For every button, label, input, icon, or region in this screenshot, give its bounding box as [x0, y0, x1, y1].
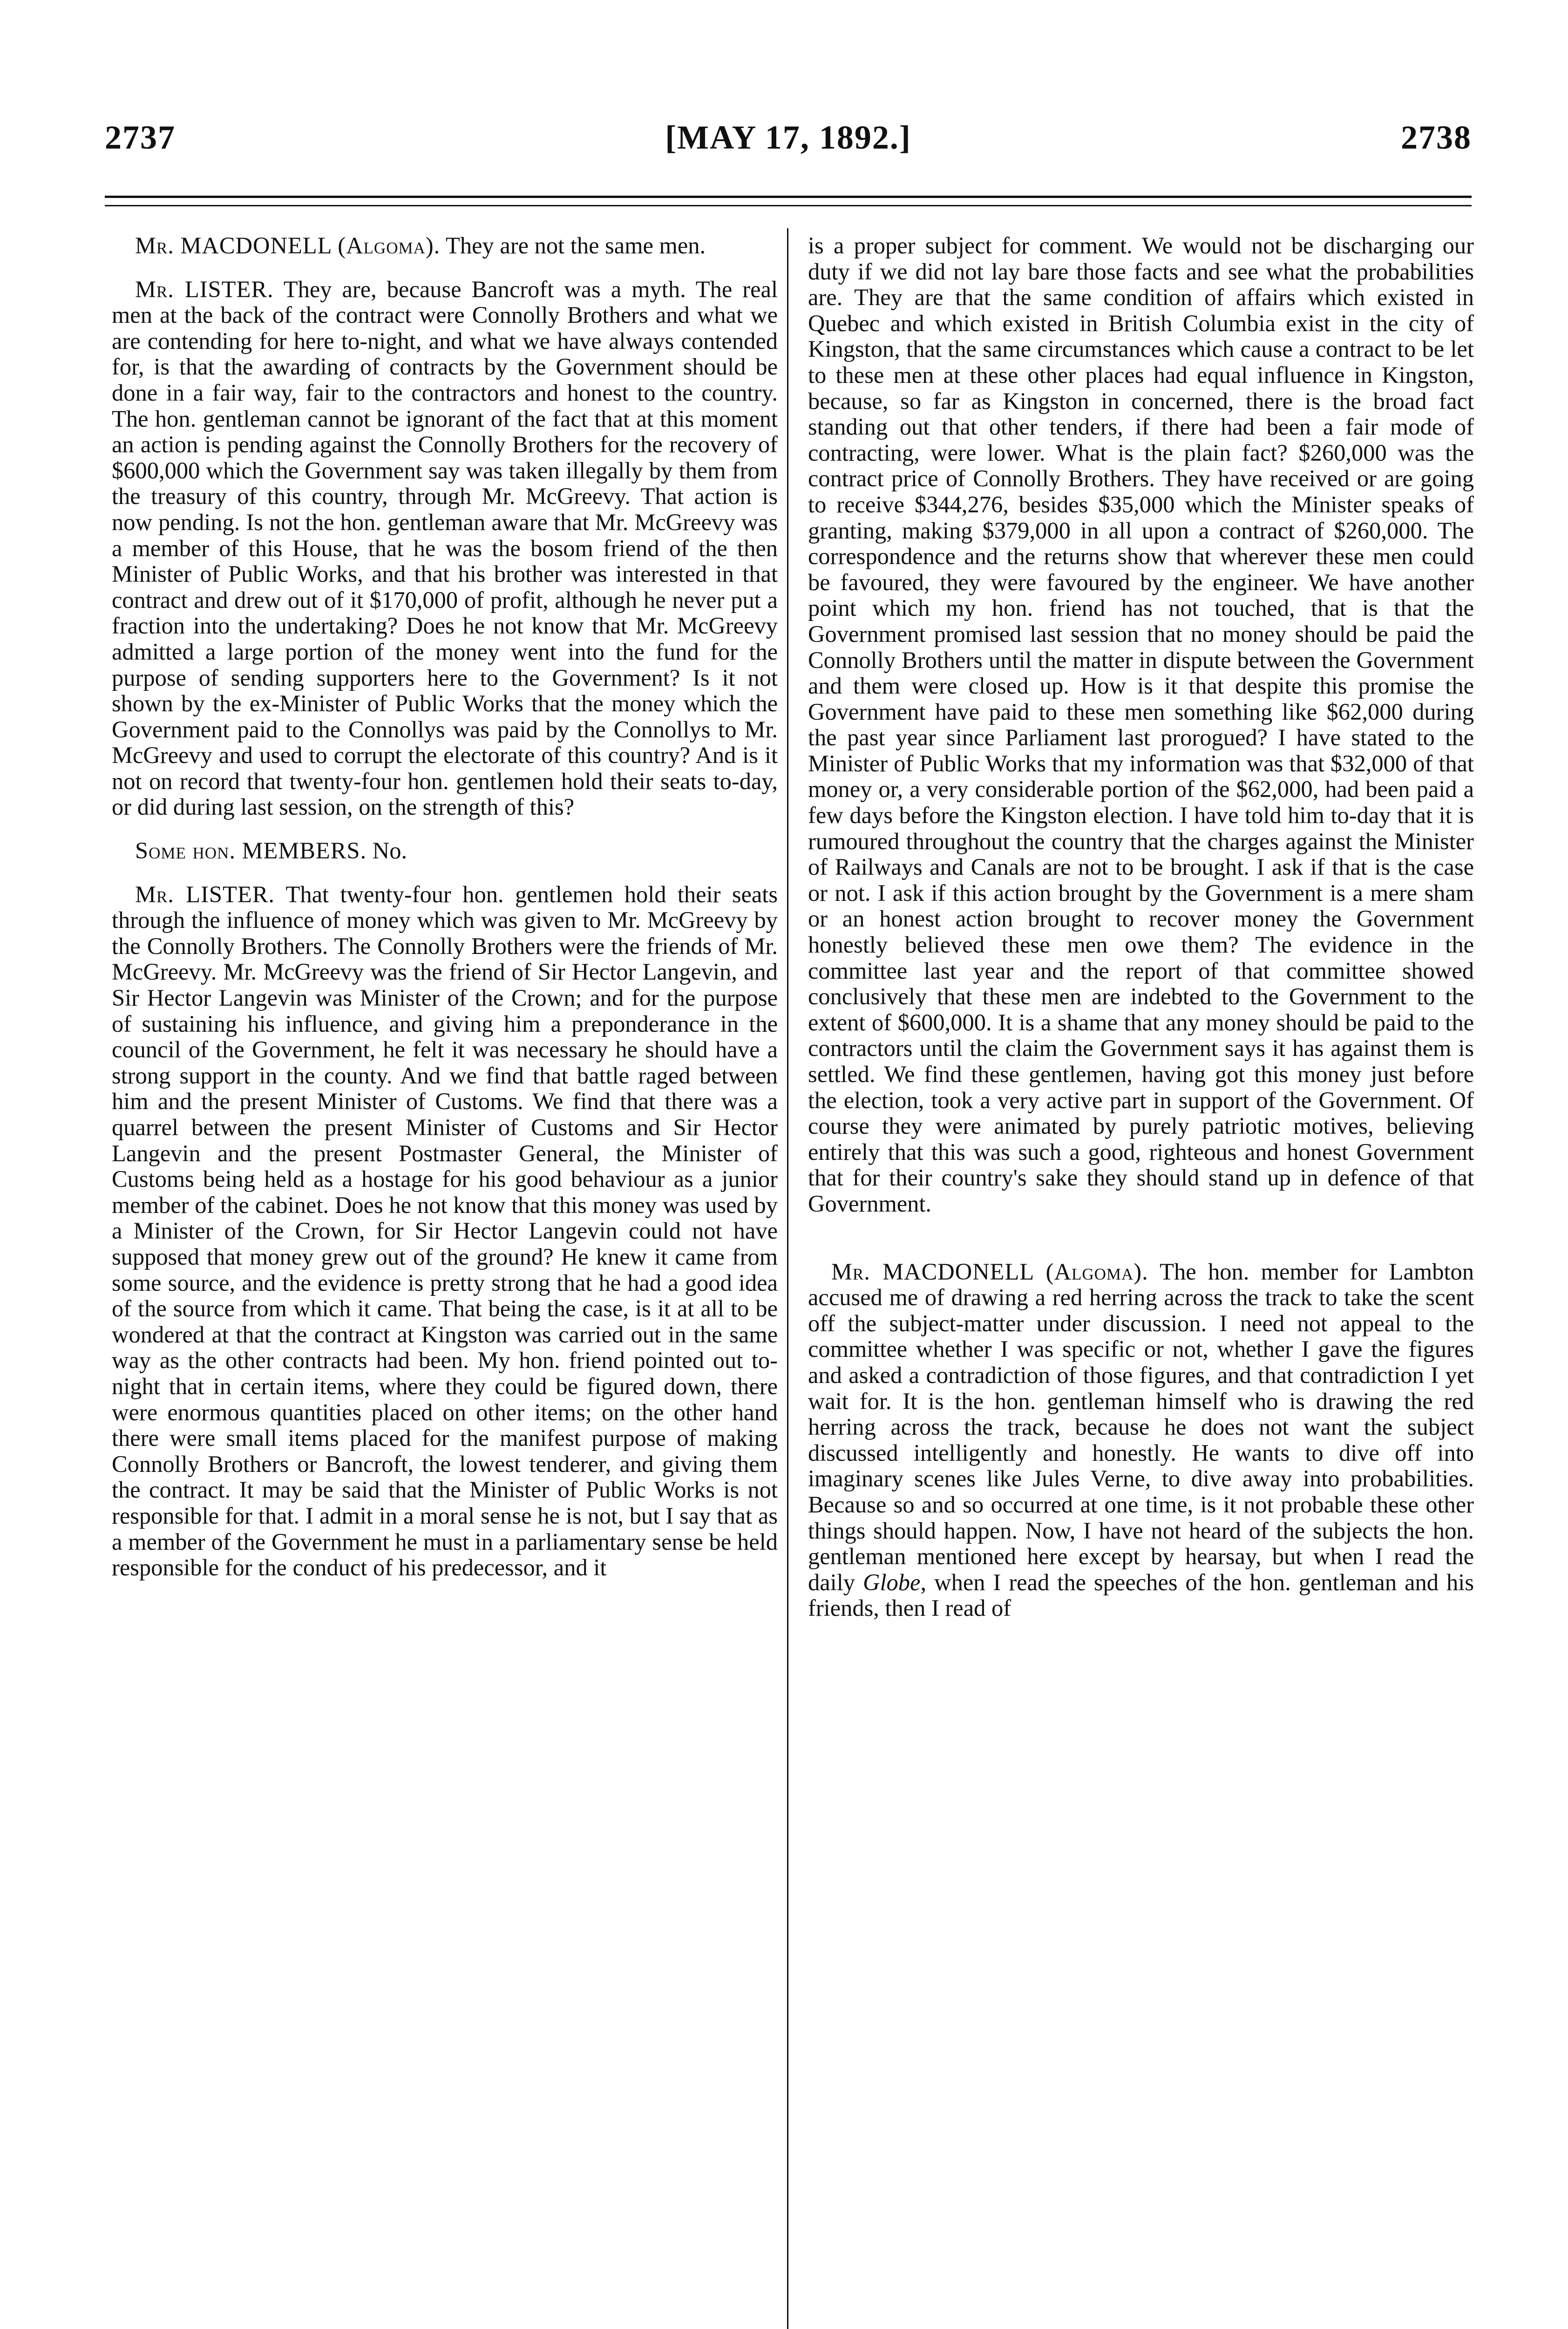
speech-text: No.	[367, 838, 407, 864]
speaker-name: Mr. MACDONELL (Algoma).	[135, 232, 441, 259]
paragraph	[112, 882, 778, 1581]
header-rule-thin	[105, 205, 1472, 206]
left-page-number: 2737	[105, 119, 176, 156]
paragraph	[112, 233, 778, 259]
speaker-name: Some hon. MEMBERS.	[135, 838, 367, 864]
newspaper-title: Globe	[863, 1569, 921, 1595]
speech-text: They are not the same men.	[440, 232, 706, 259]
speaker-name: Mr. LISTER.	[135, 881, 275, 907]
paragraph	[112, 277, 778, 820]
speaker-name: Mr. MACDONELL (Algoma).	[831, 1258, 1148, 1285]
paragraph	[808, 233, 1474, 1217]
paragraph	[808, 1259, 1474, 1621]
right-page-number: 2738	[1401, 119, 1472, 156]
right-column	[808, 233, 1474, 1621]
speech-text-tail: , when I read the speeches of the hon. gentleman and his friends, then I read of	[808, 1569, 1474, 1621]
speech-text: The hon. member for Lambton accused me of drawing a red herring across the track to take the scent off the subject-matter under discussion. I need not appeal to the committee whether I was specific or not, whether I gave the figures and asked a contradiction of those figures, and that contradiction I yet wait for. It is the hon. gentleman himself who is drawing the red herring across the track, because he does not want the subject discussed intelligently and honestly. He wants to dive off into imaginary scenes like Jules Verne, to dive away into probabilities. Because so and so occurred at one time, is it not probable these other things should happen. Now, I have not heard of the subjects the hon. gentleman mentioned here except by hearsay, but when I read the daily	[808, 1258, 1474, 1595]
speech-text: is a proper subject for comment. We would not be discharging our duty if we did not lay bare those facts and see what the probabilities are. They are that the same condition of affairs which existed in Quebec and which existed in British Columbia exist in the city of Kingston, that the same circumstances which cause a contract to be let to these men at these other places had equal influence in Kingston, because, so far as Kingston in concerned, there is the broad fact standing out that other tenders, if there had been a fair mode of contracting, were lower. What is the plain fact? $260,000 was the contract price of Connolly Brothers. They have received or are going to receive $344,276, besides $35,000 which the Minister speaks of granting, making $379,000 in all upon a contract of $260,000. The correspondence and the returns show that wherever these men could be favoured, they were favoured by the engineer. We have another point which my hon. friend has not touched, that is that the Government promised last session that no money should be paid the Connolly Brothers until the matter in dispute between the Government and them were closed up. How is it that despite this promise the Government have paid to these men something like $62,000 during the past year since Parliament last prorogued? I have stated to the Minister of Public Works that my information was that $32,000 of that money or, a very considerable portion of the $62,000, had been paid a few days before the Kingston election. I have told him to-day that it is rumoured throughout the country that the charges against the Minister of Railways and Canals are not to be brought. I ask if that is the case or not. I ask if this action brought by the Government is a mere sham or an honest action brought to recover money the Government honestly believed these men owe them? The evidence in the committee last year and the report of that committee showed conclusively that these men are indebted to the Government to the extent of $600,000. It is a shame that any money should be paid to the contractors until the claim the Government says it has against them is settled. We find these gentlemen, having got this money just before the election, took a very active part in support of the Government. Of course they were animated by purely patriotic motives, believing entirely that this was such a good, righteous and honest Government that for their country's sake they should stand up in defence of that Government.	[808, 232, 1474, 1217]
speaker-name: Mr. LISTER.	[135, 276, 274, 302]
paragraph	[112, 838, 778, 864]
page-header	[105, 116, 1472, 168]
header-rule-thick	[105, 196, 1472, 198]
column-divider	[787, 228, 788, 2329]
left-column	[112, 233, 778, 1581]
speech-text: That twenty-four hon. gentlemen hold their seats through the influence of money which was given to Mr. McGreevy by the Connolly Brothers. The Connolly Brothers were the friends of Mr. McGreevy. Mr. McGreevy was the friend of Sir Hector Langevin, and Sir Hector Langevin was Minister of the Crown; and for the purpose of sustaining his influence, and giving him a preponderance in the council of the Government, he felt it was necessary he should have a strong support in the county. And we find that battle raged between him and the present Minister of Customs. We find that there was a quarrel between the present Minister of Customs and Sir Hector Langevin and the present Postmaster General, the Minister of Customs being held as a hostage for his good behaviour as a junior member of the cabinet. Does he not know that this money was used by a Minister of the Crown, for Sir Hector Langevin could not have supposed that money grew out of the ground? He knew it came from some source, and the evidence is pretty strong that he had a good idea of the source from which it came. That being the case, is it at all to be wondered at that the contract at Kingston was carried out in the same way as the other contracts had been. My hon. friend pointed out to-night that in certain items, where they could be figured down, there were enormous quantities placed on other items; on the other hand there were small items placed for the manifest purpose of making Connolly Brothers or Bancroft, the lowest tenderer, and giving them the contract. It may be said that the Minister of Public Works is not responsible for that. I admit in a moral sense he is not, but I say that as a member of the Government he must in a parliamentary sense be held responsible for the conduct of his predecessor, and it	[112, 881, 778, 1581]
speech-text: They are, because Bancroft was a myth. The real men at the back of the contract were Connolly Brothers and what we are contending for here to-night, and what we have always contended for, is that the awarding of contracts by the Government should be done in a fair way, fair to the contractors and honest to the country. The hon. gentleman cannot be ignorant of the fact that at this moment an action is pending against the Connolly Brothers for the recovery of $600,000 which the Government say was taken illegally by them from the treasury of this country, through Mr. McGreevy. That action is now pending. Is not the hon. gentleman aware that Mr. McGreevy was a member of this House, that he was the bosom friend of the then Minister of Public Works, and that his brother was interested in that contract and drew out of it $170,000 of profit, although he never put a fraction into the undertaking? Does he not know that Mr. McGreevy admitted a large portion of the money went into the fund for the purpose of sending supporters here to the Government? Is it not shown by the ex-Minister of Public Works that the money which the Government paid to the Connollys was paid by the Connollys to Mr. McGreevy and used to corrupt the electorate of this country? And is it not on record that twenty-four hon. gentlemen hold their seats to-day, or did during last session, on the strength of this?	[112, 276, 778, 820]
page-date: [MAY 17, 1892.]	[665, 119, 911, 156]
